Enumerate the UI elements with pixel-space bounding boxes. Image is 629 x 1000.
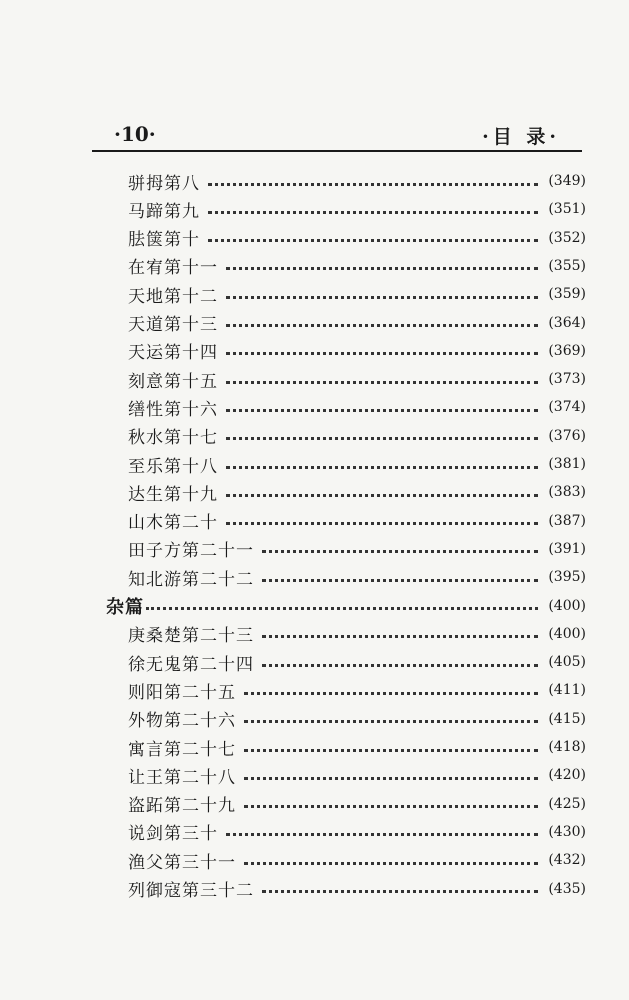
toc-entry-title: 外物第二十六 bbox=[128, 711, 236, 732]
toc-entry-title: 天运第十四 bbox=[128, 343, 218, 364]
toc-entry bbox=[128, 479, 586, 505]
toc-entry-page: (359) bbox=[548, 286, 586, 303]
toc-entry-title: 则阳第二十五 bbox=[128, 682, 236, 703]
dot-leader bbox=[208, 183, 538, 186]
dot-leader bbox=[226, 437, 538, 440]
dot-leader bbox=[262, 890, 538, 893]
toc-entry bbox=[128, 196, 586, 222]
toc-entry-page: (351) bbox=[548, 201, 586, 218]
toc-entry-page: (435) bbox=[548, 880, 586, 897]
toc-entry-title: 让王第二十八 bbox=[128, 767, 236, 788]
toc-entry-page: (395) bbox=[548, 569, 586, 586]
toc-entry bbox=[128, 734, 586, 760]
toc-entry bbox=[128, 508, 586, 534]
toc-entry bbox=[128, 706, 586, 732]
toc-entry-title: 胠箧第十 bbox=[128, 230, 200, 251]
dot-leader bbox=[208, 211, 538, 214]
toc-entry bbox=[128, 536, 586, 562]
dot-leader bbox=[262, 635, 538, 638]
toc-entry-title: 知北游第二十二 bbox=[128, 569, 254, 590]
toc-entry bbox=[128, 847, 586, 873]
toc-entry-page: (432) bbox=[548, 852, 586, 869]
toc-entry-page: (391) bbox=[548, 540, 586, 557]
toc-entry-page: (400) bbox=[548, 625, 586, 642]
toc-entry-page: (374) bbox=[548, 399, 586, 416]
toc-entry-title: 山木第二十 bbox=[128, 513, 218, 534]
toc-entry bbox=[128, 310, 586, 336]
toc-entry-page: (376) bbox=[548, 427, 586, 444]
toc-entry-page: (369) bbox=[548, 342, 586, 359]
toc-entry-title: 杂篇 bbox=[106, 596, 144, 618]
page-number: ·10· bbox=[114, 122, 156, 146]
toc-entry-title: 天道第十三 bbox=[128, 315, 218, 335]
dot-leader bbox=[226, 352, 538, 355]
toc-entry-page: (418) bbox=[548, 739, 586, 755]
toc-entry bbox=[128, 366, 586, 392]
toc-entry-page: (373) bbox=[548, 371, 586, 388]
toc-entry bbox=[128, 762, 586, 788]
toc-entry bbox=[128, 338, 586, 364]
toc-entry-title: 马蹄第九 bbox=[128, 201, 200, 222]
toc-entry-page: (387) bbox=[548, 512, 586, 529]
dot-leader bbox=[226, 324, 538, 327]
toc-entry-page: (352) bbox=[548, 229, 586, 246]
dot-leader bbox=[244, 720, 538, 723]
toc-entry-page: (355) bbox=[548, 257, 586, 274]
toc-entry bbox=[128, 649, 586, 675]
page-header bbox=[92, 120, 582, 152]
toc-entry-page: (383) bbox=[548, 484, 586, 501]
toc-entry-title: 渔父第三十一 bbox=[128, 852, 236, 873]
toc-entry bbox=[128, 281, 586, 307]
toc-entry-title: 至乐第十八 bbox=[128, 456, 218, 477]
toc-entry-page: (405) bbox=[548, 654, 586, 671]
dot-leader bbox=[262, 579, 538, 582]
toc-entry bbox=[128, 819, 586, 845]
dot-leader bbox=[226, 409, 538, 412]
toc-entry-page: (411) bbox=[548, 682, 586, 699]
dot-leader bbox=[208, 239, 538, 242]
toc-entry bbox=[128, 225, 586, 251]
toc-entry-title: 庚桑楚第二十三 bbox=[128, 626, 254, 647]
toc-entry bbox=[128, 253, 586, 279]
dot-leader bbox=[146, 607, 538, 610]
toc-entry bbox=[128, 621, 586, 647]
toc-entry-page: (381) bbox=[548, 456, 586, 472]
toc-entry-title: 骈拇第八 bbox=[128, 173, 200, 194]
dot-leader bbox=[226, 267, 538, 270]
toc-entry bbox=[128, 168, 586, 194]
dot-leader bbox=[226, 381, 538, 384]
dot-leader bbox=[226, 494, 538, 497]
dot-leader bbox=[226, 296, 538, 299]
toc-entry-title: 在宥第十一 bbox=[128, 258, 218, 279]
dot-leader bbox=[244, 777, 538, 780]
dot-leader bbox=[226, 466, 538, 469]
toc-entry-title: 寓言第二十七 bbox=[128, 739, 236, 760]
toc-entry-page: (430) bbox=[548, 823, 586, 840]
toc-entry bbox=[128, 677, 586, 703]
toc-entry-title: 盗跖第二十九 bbox=[128, 796, 236, 817]
toc-entry-title: 秋水第十七 bbox=[128, 428, 218, 449]
toc-entry-page: (400) bbox=[548, 597, 586, 614]
toc-entry-page: (364) bbox=[548, 314, 586, 331]
toc-entry bbox=[128, 876, 586, 902]
toc-entry-title: 天地第十二 bbox=[128, 286, 218, 307]
dot-leader bbox=[244, 862, 538, 865]
toc-entry-title: 达生第十九 bbox=[128, 484, 218, 505]
toc-entry bbox=[128, 791, 586, 817]
toc-entry-title: 说剑第三十 bbox=[128, 824, 218, 845]
toc-entry-title: 田子方第二十一 bbox=[128, 541, 254, 562]
toc-entry bbox=[128, 451, 586, 477]
toc-part-heading bbox=[106, 593, 586, 619]
toc-entry-page: (415) bbox=[548, 710, 586, 727]
toc-entry-title: 徐无鬼第二十四 bbox=[128, 654, 254, 675]
toc-entry-page: (420) bbox=[548, 767, 586, 784]
dot-leader bbox=[244, 749, 538, 752]
dot-leader bbox=[226, 833, 538, 836]
toc-entry bbox=[128, 564, 586, 590]
toc-entry bbox=[128, 394, 586, 420]
toc-entry-title: 刻意第十五 bbox=[128, 371, 218, 392]
dot-leader bbox=[244, 805, 538, 808]
toc-entry-page: (425) bbox=[548, 795, 586, 812]
toc-entry-title: 缮性第十六 bbox=[128, 399, 218, 420]
dot-leader bbox=[262, 664, 538, 667]
toc-entry-title: 列御寇第三十二 bbox=[128, 881, 254, 901]
dot-leader bbox=[262, 550, 538, 553]
dot-leader bbox=[244, 692, 538, 695]
toc-entry bbox=[128, 423, 586, 449]
dot-leader bbox=[226, 522, 538, 525]
toc-entry-page: (349) bbox=[548, 173, 586, 189]
section-title: ·目 录· bbox=[482, 126, 560, 148]
